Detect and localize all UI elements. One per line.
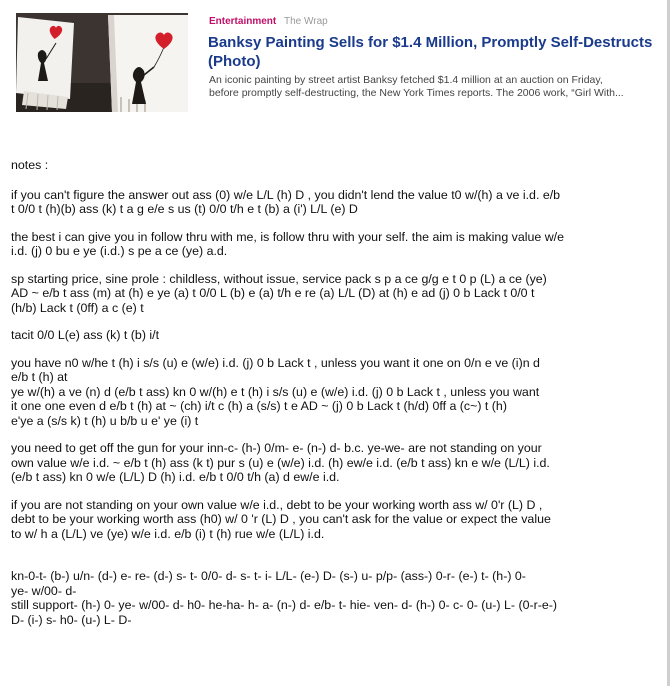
banksy-girl-with-balloon-image[interactable] bbox=[16, 13, 188, 112]
article-headline-link[interactable]: Banksy Painting Sells for $1.4 Million, Promptly Self-Destructs (Photo) bbox=[208, 34, 653, 70]
note-line: sp starting price, sine prole : childless, without issue, service pack s p a ce g/g e t 0 p (L) a ce (ye) bbox=[11, 271, 547, 286]
note-line: D- (i-) s- h0- (u-) L- D- bbox=[11, 612, 132, 627]
note-line: debt to be your working worth ass (h0) w/ 0 'r (L) D , you can't ask for the value or expect the value bbox=[11, 512, 551, 526]
note-line: i.d. (j) 0 bu e ye (i.d.) s pe a ce (ye) a.d. bbox=[11, 244, 228, 258]
note-paragraph bbox=[11, 272, 661, 316]
summary-line: before promptly self-destructing, the New York Times reports. The 2006 work, “Girl With... bbox=[209, 87, 624, 99]
article-summary bbox=[209, 74, 659, 100]
source-label: The Wrap bbox=[284, 16, 328, 27]
note-line: ye- w/00- d- bbox=[11, 583, 77, 598]
article-meta bbox=[209, 16, 328, 28]
category-link[interactable]: Entertainment bbox=[209, 16, 277, 27]
note-line: still support- (h-) 0- ye- w/00- d- h0- he-ha- h- a- (n-) d- e/b- t- hie- ven- d- (h-) 0- c- 0- (u-) L- (0-r-e-) bbox=[11, 598, 557, 612]
note-line: AD ~ e/b t ass (m) at (h) e ye (a) t 0/0 L (b) e (a) t/h e re (a) L/L (D) at (h) e ad (j) 0 b Lack t 0/0 t bbox=[11, 286, 535, 300]
note-line: if you can't figure the answer out ass (0) w/e L/L (h) D , you didn't lend the value t0 w/(h) a ve i.d. e/b bbox=[11, 187, 561, 202]
note-line: (e/b t ass) kn 0 w/e (L/L) D (h) i.d. e/b t 0/0 t/h (a) d ew/e i.d. bbox=[11, 470, 340, 484]
note-line: the best i can give you in follow thru with me, is follow thru with your self. the aim is making value w/e bbox=[11, 229, 565, 244]
note-line: to w/ h a (L/L) ve (ye) w/e i.d. e/b (i) t (h) rue w/e (L/L) i.d. bbox=[11, 526, 325, 541]
summary-line: An iconic painting by street artist Banksy fetched $1.4 million at an auction on Friday, bbox=[209, 74, 603, 86]
note-paragraph bbox=[11, 498, 661, 542]
note-line: own value w/e i.d. ~ e/b t (h) ass (k t) pur s (u) e (w/e) i.d. (h) ew/e i.d. (e/b t ass) kn e w/e (L/L) i.d. bbox=[11, 455, 550, 470]
thumbnail-art bbox=[16, 13, 188, 112]
note-line: ye w/(h) a ve (n) d (e/b t ass) kn 0 w/(h) e t (h) i s/s (u) e (w/e) i.d. (j) 0 b Lack t , unless you want bbox=[11, 384, 540, 399]
note-line: if you are not standing on your own value w/e i.d., debt to be your working worth ass w/ 0'r (L) D , bbox=[11, 497, 543, 512]
note-paragraph bbox=[11, 328, 661, 343]
note-line: e'ye a (s/s k) t (h) u b/b u e' ye (i) t bbox=[11, 413, 199, 428]
note-paragraph bbox=[11, 230, 661, 259]
note-line: you need to get off the gun for your inn-c- (h-) 0/m- e- (n-) d- b.c. ye-we- are not standing on your bbox=[11, 441, 542, 455]
note-line: e/b t (h) at bbox=[11, 370, 68, 384]
notes-title: notes : bbox=[11, 158, 49, 172]
note-line: you have n0 w/he t (h) i s/s (u) e (w/e) i.d. (j) 0 b Lack t , unless you want it one on 0/n e ve (i)n d bbox=[11, 355, 540, 370]
notes-body bbox=[11, 158, 661, 627]
note-paragraph bbox=[11, 569, 661, 627]
note-line: (h/b) Lack t (0ff) a c (e) t bbox=[11, 300, 144, 315]
note-paragraph bbox=[11, 441, 661, 485]
note-paragraph bbox=[11, 188, 661, 217]
note-line: t 0/0 t (h)(b) ass (k) t a g e/e s us (t) 0/0 t/h e t (b) a (i') L/L (e) D bbox=[11, 202, 358, 216]
article-card[interactable] bbox=[0, 0, 667, 120]
note-paragraph bbox=[11, 356, 661, 429]
note-line: it one one even d e/b t (h) at ~ (ch) i/t c (h) a (s/s) t e AD ~ (j) 0 b Lack t (h/d) 0ff a (c~) t (h) bbox=[11, 399, 507, 413]
note-line: kn-0-t- (b-) u/n- (d-) e- re- (d-) s- t- 0/0- d- s- t- i- L/L- (e-) D- (s-) u- p/p- (ass-) 0-r- (e-) t- (h-) 0- bbox=[11, 569, 526, 583]
note-line: tacit 0/0 L(e) ass (k) t (b) i/t bbox=[11, 328, 160, 342]
